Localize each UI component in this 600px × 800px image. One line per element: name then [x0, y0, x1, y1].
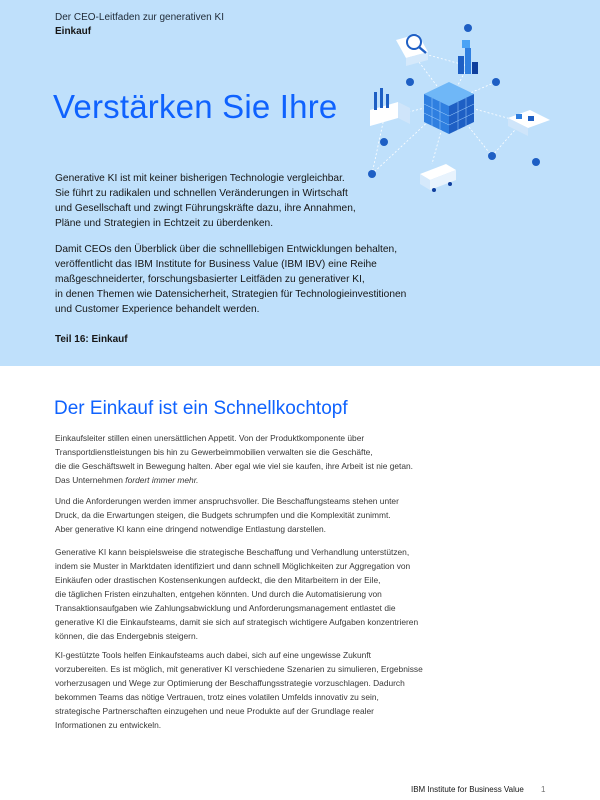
- hero-banner: [0, 0, 600, 366]
- body-paragraph-1-last-line: Das Unternehmen fordert immer mehr.: [55, 475, 199, 485]
- data-cube-icon: [424, 82, 474, 134]
- body-paragraph-3: Generative KI kann beispielsweise die strategische Beschaffung und Verhandlung unterstützen, indem sie Muster in Marktdaten identifiziert und dann schnell Möglichkeiten zur Aggregation von Einkäufen oder drastischen Kostensenkungen aufdeckt, die den Mitarbeitern in der Eile, die täglichen Fristen einzuhalten, entgehen könnten. Und durch die Automatisierung von Transaktionsaufgaben wie Zahlungsabwicklung und Anforderungsmanagement entlastet die generative KI die Einkaufsteams, damit sie sich auf strategisch wichtigere Aufgaben konzentrieren können, die das Endergebnis steigern.: [55, 547, 419, 641]
- hero-intro-paragraph-2: Damit CEOs den Überblick über die schnelllebigen Entwicklungen behalten, veröffentlicht das IBM Institute for Business Value (IBM IBV) eine Reihe maßgeschneiderter, forschungsbasierter Leitfäden zu generativer KI, in denen Themen wie Datensicherheit, Strategien für Technologieinvestitionen und Customer Experience behandelt werden.: [55, 244, 407, 315]
- page-number: 1: [541, 785, 546, 794]
- document-search-icon: [396, 34, 428, 66]
- body-paragraph-2: Und die Anforderungen werden immer anspruchsvoller. Die Beschaffungsteams stehen unter Druck, da die Erwartungen steigen, die Budgets schrumpfen und die Komplexität zunimmt. Aber generative KI kann eine dringend notwendige Entlastung darstellen.: [55, 496, 399, 534]
- warehouse-icon: [508, 110, 550, 136]
- body-paragraph-4: KI-gestützte Tools helfen Einkaufsteams auch dabei, sich auf eine ungewisse Zukunft vorzubereiten. Es ist möglich, mit generativer KI verschiedene Szenarien zu simulieren, Ergebnisse vorherzusagen und Wege zur Optimierung der Beschaffungsstrategie vorzuschlagen. Dadurch bekommen Teams das nötige Vertrauen, trotz eines volatilen Umfelds innovativ zu sein, strategische Partnerschaften einzugehen und neue Produkte auf der Grundlage realer Informationen zu entwickeln.: [55, 650, 423, 730]
- factory-icon: [370, 88, 410, 126]
- emphasis-text: fordert immer mehr.: [125, 475, 199, 485]
- section-heading: Der Einkauf ist ein Schnellkochtopf: [54, 398, 348, 419]
- hero-title: Verstärken Sie Ihre: [53, 88, 338, 125]
- body-paragraph-1: Einkaufsleiter stillen einen unersättlichen Appetit. Von der Produktkomponente über Transportdienstleistungen bis hin zu Gewerbeimmobilien verwalten sie die Geschäfte, die die Geschäftswelt in Bewegung halten. Aber egal wie viel sie kaufen, ihre Arbeit ist nie getan. Das Unternehmen fordert immer mehr.: [55, 431, 425, 487]
- part-label: Teil 16: Einkauf: [55, 334, 128, 345]
- footer-brand: IBM Institute for Business Value: [411, 785, 524, 794]
- hero-intro-paragraph-1: Generative KI ist mit keiner bisherigen Technologie vergleichbar. Sie führt zu radikalen und schnellen Veränderungen in Wirtschaft und Gesellschaft und zwingt Führungskräfte dazu, ihre Annahmen, Pläne und Strategien in Echtzeit zu überdenken.: [55, 173, 356, 229]
- document-series-title: Der CEO-Leitfaden zur generativen KI: [55, 12, 224, 23]
- truck-icon: [420, 164, 456, 192]
- city-icon: [458, 40, 478, 74]
- document-topic: Einkauf: [55, 26, 92, 37]
